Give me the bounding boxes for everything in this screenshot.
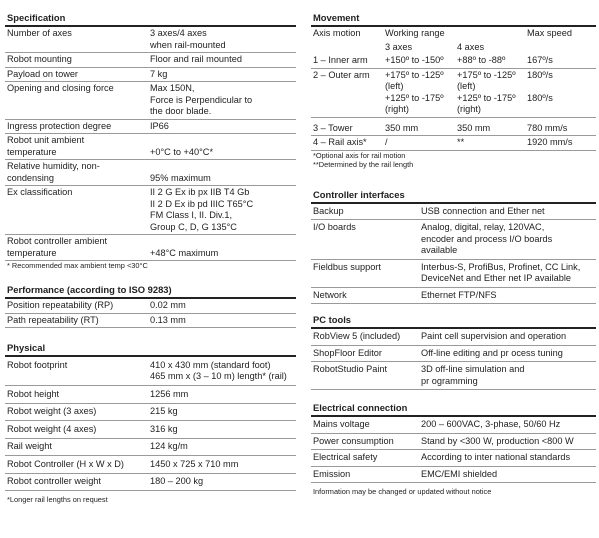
electrical-label: Power consumption — [313, 435, 394, 446]
movement-3axes-line: / — [385, 137, 388, 147]
controller-label: Backup — [313, 205, 344, 216]
spec-label: Opening and closing force — [7, 83, 114, 93]
spec-row — [5, 120, 296, 135]
pctools-value-line: pr ogramming — [421, 375, 478, 386]
movement-4axes-line: +125º to -175º — [457, 92, 516, 103]
movement-4axes — [457, 70, 527, 116]
movement-axis: 3 – Tower — [313, 122, 353, 133]
spec-value-line: Floor and rail mounted — [150, 54, 242, 64]
specification-heading: Specification — [5, 12, 296, 27]
spec-value — [150, 161, 296, 184]
physical-value-line: 465 mm x (3 – 10 m) length* (rail) — [150, 371, 287, 381]
movement-3axes-line: (right) — [385, 104, 409, 114]
performance-row — [5, 299, 296, 314]
spec-row — [5, 53, 296, 68]
controller-value — [421, 206, 596, 218]
movement-4axes-line: 350 mm — [457, 122, 491, 133]
physical-value — [150, 476, 296, 488]
physical-section — [5, 342, 296, 504]
movement-3axes-line: (left) — [385, 81, 404, 91]
movement-row — [311, 122, 596, 137]
spec-value-line: II 2 G Ex ib px IIB T4 Gb — [150, 187, 250, 197]
movement-4axes — [457, 55, 527, 67]
electrical-label: Electrical safety — [313, 452, 378, 462]
controller-value-line: Ethernet FTP/NFS — [421, 289, 497, 300]
physical-label: Rail weight — [7, 441, 52, 451]
controller-value-line: available — [421, 245, 458, 255]
physical-row — [5, 439, 296, 457]
four-axes-header: 4 axes — [457, 41, 485, 52]
electrical-note: Information may be changed or updated without notice — [313, 487, 492, 496]
electrical-value: Stand by <300 W, production <800 W — [421, 435, 574, 446]
physical-label: Robot Controller (H x W x D) — [7, 458, 124, 469]
movement-3axes — [385, 123, 457, 135]
physical-row — [5, 404, 296, 422]
spec-value-line: +0°C to +40°C* — [150, 146, 214, 157]
electrical-row — [311, 434, 596, 451]
physical-value-line: 1256 mm — [150, 388, 189, 399]
electrical-value: EMC/EMI shielded — [421, 468, 498, 479]
physical-row — [5, 456, 296, 474]
movement-4axes — [457, 137, 527, 149]
movement-row — [311, 136, 596, 151]
pctools-value — [421, 331, 596, 343]
movement-axis: 1 – Inner arm — [313, 55, 368, 65]
spec-value-line: II 2 D Ex ib pd IIIC T65°C — [150, 198, 254, 209]
movement-4axes-line: +175º to -125º — [457, 69, 516, 80]
controller-row — [311, 220, 596, 260]
movement-4axes — [457, 123, 527, 135]
spec-value — [150, 135, 296, 158]
spec-value-line: Max 150N, — [150, 83, 195, 93]
movement-speed — [527, 55, 596, 67]
pctools-row — [311, 346, 596, 363]
movement-speed — [527, 70, 596, 116]
movement-speed-line: 780 mm/s — [527, 122, 568, 133]
physical-value — [150, 406, 296, 418]
electrical-row — [311, 450, 596, 467]
physical-value — [150, 441, 296, 453]
controller-value — [421, 290, 596, 302]
controller-row — [311, 260, 596, 288]
physical-value — [150, 360, 296, 383]
spec-value — [150, 121, 296, 133]
performance-label: Path repeatability (RT) — [7, 314, 99, 325]
spec-value-line: 3 axes/4 axes — [150, 28, 207, 38]
pctools-value — [421, 348, 596, 360]
physical-row — [5, 421, 296, 439]
spec-value-line: 7 kg — [150, 68, 168, 79]
physical-value-line: 180 – 200 kg — [150, 476, 204, 486]
movement-row — [311, 69, 596, 118]
movement-speed-line — [527, 81, 596, 93]
physical-label: Robot weight (3 axes) — [7, 406, 97, 416]
performance-heading: Performance (according to ISO 9283) — [5, 284, 296, 299]
movement-axis: 2 – Outer arm — [313, 69, 370, 80]
electrical-row — [311, 417, 596, 434]
controller-row — [311, 288, 596, 305]
controller-value — [421, 262, 596, 285]
controller-value-line: Analog, digital, relay, 120VAC, — [421, 222, 545, 232]
spec-value-line: 95% maximum — [150, 172, 211, 183]
spec-row — [5, 68, 296, 83]
movement-note-2: **Determined by the rail length — [313, 159, 414, 169]
spec-label: Ingress protection degree — [7, 120, 112, 131]
pctools-value-line: Off-line editing and pr ocess tuning — [421, 347, 563, 358]
movement-speed-line — [527, 104, 596, 116]
performance-label: Position repeatability (RP) — [7, 300, 114, 310]
controller-value — [421, 222, 596, 257]
pctools-value — [421, 364, 596, 387]
spec-row — [5, 160, 296, 186]
spec-value — [150, 187, 296, 233]
movement-speed — [527, 123, 596, 135]
movement-speed-line: 167º/s — [527, 55, 553, 65]
left-column — [5, 12, 296, 504]
physical-label: Robot height — [7, 388, 60, 399]
spec-row — [5, 235, 296, 261]
pctools-label: RobView 5 (included) — [313, 331, 401, 341]
pctools-label: RobotStudio Paint — [313, 364, 388, 374]
performance-value: 0.02 mm — [150, 300, 186, 310]
movement-axis: 4 – Rail axis* — [313, 137, 367, 147]
controller-row — [311, 204, 596, 221]
electrical-label: Mains voltage — [313, 419, 370, 429]
physical-row — [5, 386, 296, 404]
controller-value-line: DeviceNet and Ether net IP available — [421, 273, 571, 283]
pctools-row — [311, 362, 596, 390]
electrical-value: 200 – 600VAC, 3-phase, 50/60 Hz — [421, 419, 561, 429]
spec-value — [150, 54, 296, 66]
movement-4axes-line: (left) — [457, 81, 476, 91]
movement-3axes-line: 350 mm — [385, 122, 419, 133]
spec-value-line: when rail-mounted — [150, 39, 226, 50]
working-range-header: Working range — [385, 28, 445, 38]
spec-value — [150, 28, 296, 51]
movement-heading: Movement — [311, 12, 596, 27]
pctools-value-line: Paint cell supervision and operation — [421, 331, 567, 341]
movement-4axes-line: +88º to -88º — [457, 55, 506, 65]
pctools-row — [311, 329, 596, 346]
axis-motion-header: Axis motion — [313, 28, 361, 38]
spec-label: Robot unit ambient temperature — [7, 135, 85, 157]
physical-row — [5, 357, 296, 386]
spec-row — [5, 134, 296, 160]
spec-row — [5, 27, 296, 53]
physical-value-line: 410 x 430 mm (standard foot) — [150, 359, 271, 370]
right-column — [311, 12, 596, 496]
performance-row — [5, 314, 296, 329]
movement-4axes-line: ** — [457, 137, 465, 147]
spec-value-line: +48°C maximum — [150, 247, 219, 258]
spec-value — [150, 69, 296, 81]
electrical-heading: Electrical connection — [311, 402, 596, 417]
spec-label: Payload on tower — [7, 68, 78, 79]
physical-label: Robot controller weight — [7, 476, 101, 486]
physical-value-line: 316 kg — [150, 423, 178, 434]
physical-value-line: 124 kg/m — [150, 441, 188, 451]
physical-value — [150, 424, 296, 436]
controller-heading: Controller interfaces — [311, 189, 596, 204]
spec-value — [150, 83, 296, 118]
physical-heading: Physical — [5, 342, 296, 357]
spec-label: Number of axes — [7, 28, 72, 38]
controller-value-line: Interbus-S, ProfiBus, Profinet, CC Link, — [421, 261, 581, 272]
physical-row — [5, 474, 296, 492]
spec-value — [150, 236, 296, 259]
movement-section — [311, 12, 596, 169]
movement-speed-line: 180º/s — [527, 69, 553, 80]
movement-4axes-line: (right) — [457, 104, 481, 114]
movement-subheader-row — [311, 41, 596, 55]
controller-value-line: USB connection and Ether net — [421, 205, 545, 216]
movement-speed — [527, 137, 596, 149]
physical-label: Robot footprint — [7, 359, 68, 370]
movement-header-row — [311, 27, 596, 41]
spec-label: Robot mounting — [7, 54, 72, 64]
electrical-label: Emission — [313, 468, 351, 479]
physical-value-line: 1450 x 725 x 710 mm — [150, 458, 239, 469]
movement-note-1: *Optional axis for rail motion — [313, 150, 406, 160]
movement-speed-line: 1920 mm/s — [527, 137, 573, 147]
movement-speed-line: 180º/s — [527, 92, 553, 103]
movement-3axes — [385, 137, 457, 149]
controller-label: I/O boards — [313, 222, 356, 232]
physical-value — [150, 389, 296, 401]
spec-row — [5, 82, 296, 120]
pctools-value-line: 3D off-line simulation and — [421, 364, 525, 374]
spec-label: Robot controller ambient temperature — [7, 236, 108, 258]
spec-label: Relative humidity, non-condensing — [7, 161, 100, 183]
movement-row — [311, 54, 596, 69]
spec-value-line: Force is Perpendicular to — [150, 94, 253, 105]
movement-3axes — [385, 70, 457, 116]
specification-section — [5, 12, 296, 270]
performance-section — [5, 284, 296, 328]
controller-section — [311, 189, 596, 305]
controller-value-line: encoder and process I/O boards — [421, 233, 553, 244]
movement-3axes-line: +125º to -175º — [385, 92, 444, 103]
movement-3axes — [385, 55, 457, 67]
physical-label: Robot weight (4 axes) — [7, 423, 97, 434]
spec-value-line: Group C, D, G 135°C — [150, 221, 237, 232]
controller-label: Fieldbus support — [313, 261, 381, 272]
electrical-section — [311, 402, 596, 496]
pctools-heading: PC tools — [311, 314, 596, 329]
movement-3axes-line: +175º to -125º — [385, 69, 444, 80]
spec-row — [5, 186, 296, 235]
performance-value: 0.13 mm — [150, 314, 186, 325]
spec-label: Ex classification — [7, 187, 73, 197]
specification-note: * Recommended max ambient temp <30°C — [7, 261, 148, 270]
physical-value — [150, 459, 296, 471]
spec-value-line: IP66 — [150, 120, 169, 131]
electrical-value: According to inter national standards — [421, 452, 571, 462]
physical-note: *Longer rail lengths on request — [7, 495, 108, 504]
max-speed-header: Max speed — [527, 28, 572, 38]
pctools-label: ShopFloor Editor — [313, 347, 382, 358]
physical-value-line: 215 kg — [150, 406, 178, 416]
pctools-section — [311, 314, 596, 390]
controller-label: Network — [313, 289, 347, 300]
electrical-row — [311, 467, 596, 484]
spec-value-line: FM Class I, II. Div.1, — [150, 210, 233, 220]
spec-value-line: the door blade. — [150, 106, 212, 116]
movement-3axes-line: +150º to -150º — [385, 55, 444, 65]
three-axes-header: 3 axes — [385, 41, 413, 52]
